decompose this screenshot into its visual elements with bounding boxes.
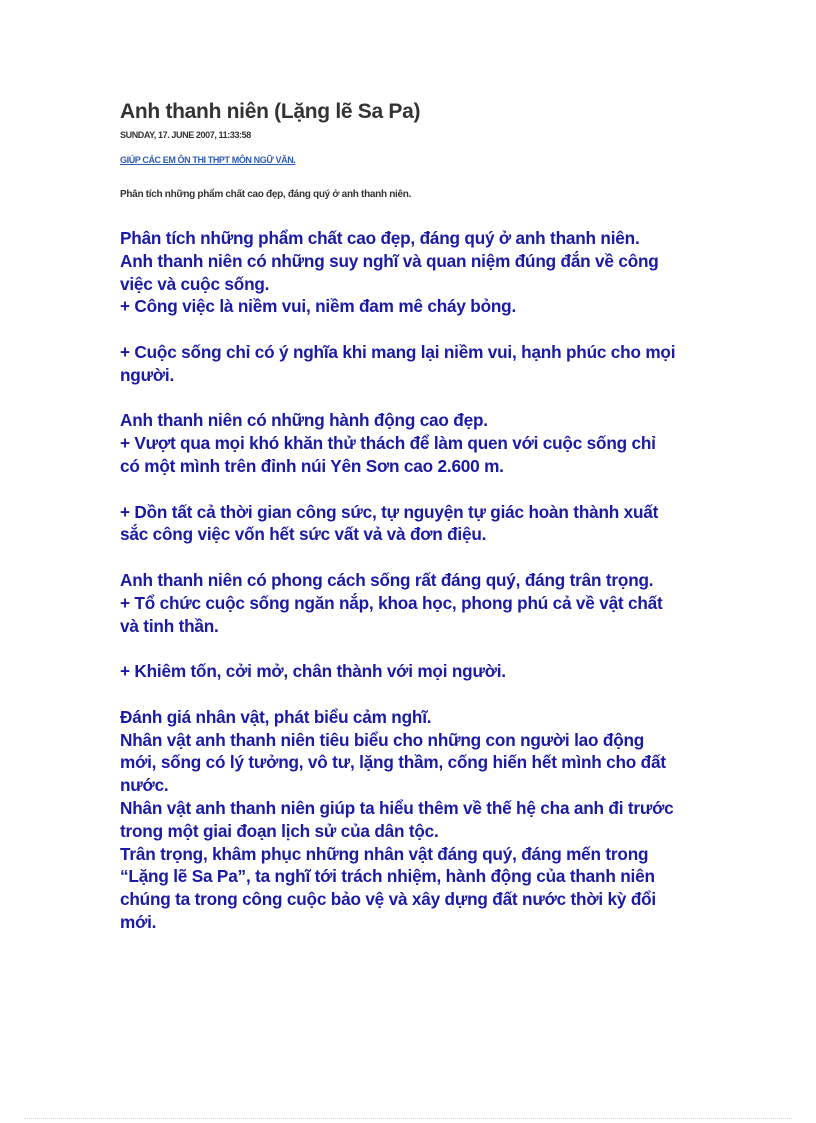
text-line: Nhân vật anh thanh niên tiêu biểu cho những con người lao động <box>120 729 645 750</box>
text-line: + Cuộc sống chỉ có ý nghĩa khi mang lại niềm vui, hạnh phúc cho mọi <box>120 341 676 362</box>
text-line: Anh thanh niên có những suy nghĩ và quan niệm đúng đắn về công <box>120 250 659 271</box>
text-line: có một mình trên đỉnh núi Yên Sơn cao 2.600 m. <box>120 455 504 476</box>
spacer <box>120 387 720 410</box>
spacer <box>120 546 720 569</box>
text-line: + Dồn tất cả thời gian công sức, tự nguyện tự giác hoàn thành xuất <box>120 501 659 522</box>
spacer <box>120 637 720 660</box>
post-body <box>120 227 720 934</box>
text-line: mới, sống có lý tưởng, vô tư, lặng thầm, cống hiến hết mình cho đất <box>120 752 666 773</box>
text-line: chúng ta trong công cuộc bảo vệ và xây dựng đất nước thời kỳ đổi <box>120 889 656 910</box>
paragraph-3 <box>120 409 720 477</box>
text-line: Trân trọng, khâm phục những nhân vật đáng quý, đáng mến trong <box>120 843 649 864</box>
post-title: Anh thanh niên (Lặng lẽ Sa Pa) <box>120 100 421 123</box>
blog-post <box>120 97 720 934</box>
text-line: việc và cuộc sống. <box>120 273 270 294</box>
paragraph-7 <box>120 706 720 934</box>
text-line: và tinh thần. <box>120 615 219 636</box>
text-line: sắc công việc vốn hết sức vất vả và đơn điệu. <box>120 524 487 545</box>
post-intro: Phân tích những phẩm chất cao đẹp, đáng quý ở anh thanh niên. <box>120 189 412 200</box>
text-line: Anh thanh niên có phong cách sống rất đáng quý, đáng trân trọng. <box>120 569 654 590</box>
text-line: Đánh giá nhân vật, phát biểu cảm nghĩ. <box>120 706 432 727</box>
text-line: “Lặng lẽ Sa Pa”, ta nghĩ tới trách nhiệm, hành động của thanh niên <box>120 866 655 887</box>
paragraph-2 <box>120 341 720 387</box>
spacer <box>120 318 720 341</box>
paragraph-4 <box>120 501 720 547</box>
text-line: người. <box>120 364 175 385</box>
spacer <box>120 683 720 706</box>
text-line: nước. <box>120 775 169 796</box>
text-line: + Khiêm tốn, cởi mở, chân thành với mọi người. <box>120 661 506 682</box>
paragraph-5 <box>120 569 720 637</box>
text-line: + Vượt qua mọi khó khăn thử thách để làm quen với cuộc sống chỉ <box>120 433 656 454</box>
text-line: + Tổ chức cuộc sống ngăn nắp, khoa học, phong phú cả về vật chất <box>120 592 663 613</box>
paragraph-6 <box>120 660 720 683</box>
paragraph-1 <box>120 227 720 318</box>
post-date: SUNDAY, 17. JUNE 2007, 11:33:58 <box>120 130 251 140</box>
text-line: mới. <box>120 911 157 932</box>
category-link[interactable]: GIÚP CÁC EM ÔN THI THPT MÔN NGỮ VĂN. <box>120 155 296 165</box>
page-bottom-divider <box>24 1118 792 1119</box>
text-line: + Công việc là niềm vui, niềm đam mê cháy bỏng. <box>120 296 517 317</box>
text-line: trong một giai đoạn lịch sử của dân tộc. <box>120 820 439 841</box>
text-line: Anh thanh niên có những hành động cao đẹp. <box>120 410 488 431</box>
text-line: Phân tích những phẩm chất cao đẹp, đáng quý ở anh thanh niên. <box>120 228 640 248</box>
text-line: Nhân vật anh thanh niên giúp ta hiểu thêm về thế hệ cha anh đi trước <box>120 797 674 818</box>
spacer <box>120 478 720 501</box>
